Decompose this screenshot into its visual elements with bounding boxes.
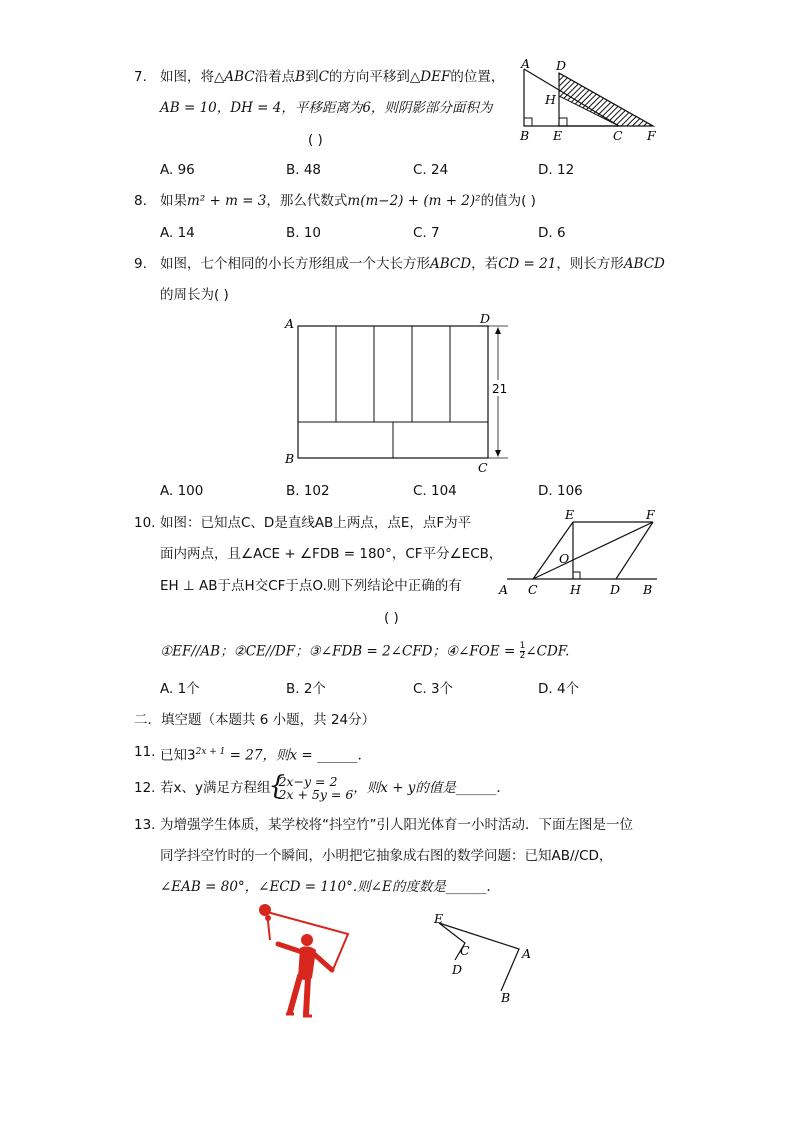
q9-label-d: D (480, 312, 491, 326)
q9-rect-abcd: ABCD (430, 256, 472, 272)
q13-line3: ∠EAB = 80°，∠ECD = 110°.则∠E的度数是______. (160, 879, 491, 895)
q12-number: 12. (134, 780, 156, 796)
q10-label-h: H (570, 582, 581, 597)
q7-triangle-def: △DEF (409, 69, 451, 85)
q10-line1: 如图：已知点C、D是直线AB上两点，点E，点F为平 (160, 515, 472, 531)
q10-label-f: F (646, 507, 655, 522)
q9-rect-abcd-2: ABCD (623, 256, 665, 272)
q8-expr2: m(m−2) + (m + 2)² (347, 193, 481, 209)
q13-label-b: B (501, 990, 511, 1005)
q10-label-c: C (528, 582, 538, 597)
q7-option-b[interactable]: B. 48 (286, 162, 322, 178)
q8-option-d[interactable]: D. 6 (538, 225, 566, 241)
q12-eq2: 2x + 5y = 6 (278, 787, 354, 802)
q10-statements (160, 642, 569, 661)
q10-answer-paren: ( ) (384, 610, 399, 626)
q13-number: 13. (134, 817, 156, 833)
q9-dimension-21: 21 (492, 382, 508, 396)
q10-line3: EH ⊥ AB于点H交CF于点O.则下列结论中正确的有 (160, 578, 462, 594)
q13-label-e: E (434, 911, 444, 926)
q10-label-d: D (610, 582, 621, 597)
q12-equation-system (270, 775, 353, 801)
q7-line1-post: 的位置， (450, 69, 505, 85)
q9-label-b: B (285, 451, 295, 466)
q10-label-o: O (559, 551, 570, 566)
q12-text-post: ，则x + y的值是______. (353, 780, 501, 796)
q9-label-a: A (285, 316, 295, 331)
q9-number: 9. (134, 256, 147, 272)
q9-line1-pre: 如图，七个相同的小长方形组成一个大长方形 (160, 256, 430, 272)
q9-figure (282, 312, 512, 477)
q11-text (160, 743, 362, 765)
q7-label-d: D (556, 58, 567, 73)
q8-number: 8. (134, 193, 147, 209)
q10-option-b[interactable]: B. 2个 (286, 681, 326, 697)
q10-statements-b: ∠CDF. (525, 643, 570, 660)
q7-number: 7. (134, 69, 147, 85)
q7-line1-to: 到 (305, 69, 319, 85)
q7-answer-paren: ( ) (308, 132, 323, 148)
q13-geometry-figure (425, 905, 545, 1010)
q11-number: 11. (134, 744, 156, 760)
q7-label-f: F (647, 128, 656, 143)
q8-option-a[interactable]: A. 14 (160, 225, 195, 241)
q13-diabolo-person-image (250, 900, 355, 1022)
q9-option-d[interactable]: D. 106 (538, 483, 583, 499)
q8-expr1: m² + m = 3 (187, 193, 267, 209)
q9-option-c[interactable]: C. 104 (413, 483, 457, 499)
q7-point-b: B (295, 69, 306, 85)
q7-triangle-abc: △ABC (214, 69, 255, 85)
q7-option-c[interactable]: C. 24 (413, 162, 449, 178)
q8-option-c[interactable]: C. 7 (413, 225, 440, 241)
q12-eq1: { 2x−y = 2 (278, 774, 338, 789)
q9-cd-value: CD = 21 (498, 256, 557, 272)
q7-option-a[interactable]: A. 96 (160, 162, 195, 178)
q10-option-a[interactable]: A. 1个 (160, 681, 200, 697)
q13-label-a: A (522, 946, 532, 961)
q9-line1 (160, 255, 665, 273)
q11-exponent: 2x + 1 (195, 747, 226, 757)
q9-line2: 的周长为( ) (160, 287, 229, 303)
q9-option-b[interactable]: B. 102 (286, 483, 330, 499)
q13-line1: 为增强学生体质，某学校将“抖空竹”引人阳光体育一小时活动．下面左图是一位 (160, 817, 633, 833)
q7-line1-pre: 如图，将 (160, 69, 214, 85)
q8-text-post: 的值为( ) (480, 193, 536, 209)
q8-text (160, 192, 536, 210)
q10-statements-a: ①EF//AB；②CE//DF；③∠FDB = 2∠CFD；④∠FOE = (160, 643, 520, 660)
q7-label-e: E (553, 128, 563, 143)
q10-label-b: B (643, 582, 653, 597)
q10-line2: 面内两点，且∠ACE + ∠FDB = 180°，CF平分∠ECB， (160, 546, 503, 562)
q7-option-d[interactable]: D. 12 (538, 162, 575, 178)
q10-number: 10. (134, 515, 156, 531)
section2-title: 二．填空题（本题共 6 小题，共 24分） (134, 712, 376, 728)
q13-label-d: D (452, 962, 463, 977)
q9-option-a[interactable]: A. 100 (160, 483, 204, 499)
q10-frac-num: 1 (519, 641, 526, 651)
q10-label-a: A (499, 582, 509, 597)
q7-label-c: C (613, 128, 623, 143)
q8-text-mid: ，那么代数式 (266, 193, 348, 209)
q7-label-a: A (521, 56, 531, 71)
q7-label-h: H (545, 92, 556, 107)
q8-option-b[interactable]: B. 10 (286, 225, 322, 241)
q9-label-c: C (478, 460, 488, 475)
q13-label-c: C (460, 943, 470, 958)
q8-text-pre: 如果 (160, 193, 187, 209)
q11-text-pre: 已知3 (160, 747, 196, 764)
q7-line1-mid: 沿着点 (254, 69, 296, 85)
q10-label-e: E (565, 507, 575, 522)
q7-line1 (160, 68, 504, 86)
q11-text-post: = 27，则x = ______. (225, 747, 362, 764)
q13-line2: 同学抖空竹时的一个瞬间，小明把它抽象成右图的数学问题：已知AB//CD， (160, 848, 613, 864)
q7-figure (515, 56, 665, 146)
q7-right-angle-b (524, 118, 532, 126)
q7-right-angle-e (559, 118, 567, 126)
q10-frac-den: 2 (519, 651, 526, 661)
q7-line1-dir: 的方向平移到 (328, 69, 410, 85)
q7-point-c: C (318, 69, 329, 85)
q12-text (160, 774, 501, 802)
q12-text-pre: 若x、y满足方程组 (160, 780, 271, 796)
q9-line1-post: ，则长方形 (556, 256, 624, 272)
q10-option-d[interactable]: D. 4个 (538, 681, 580, 697)
q7-line2: AB = 10，DH = 4，平移距离为6，则阴影部分面积为 (160, 100, 493, 116)
q10-option-c[interactable]: C. 3个 (413, 681, 454, 697)
q7-label-b: B (520, 128, 530, 143)
q7-triangle-abc-lines (524, 69, 619, 126)
q10-figure (495, 505, 665, 600)
q9-line1-mid: ，若 (471, 256, 499, 272)
